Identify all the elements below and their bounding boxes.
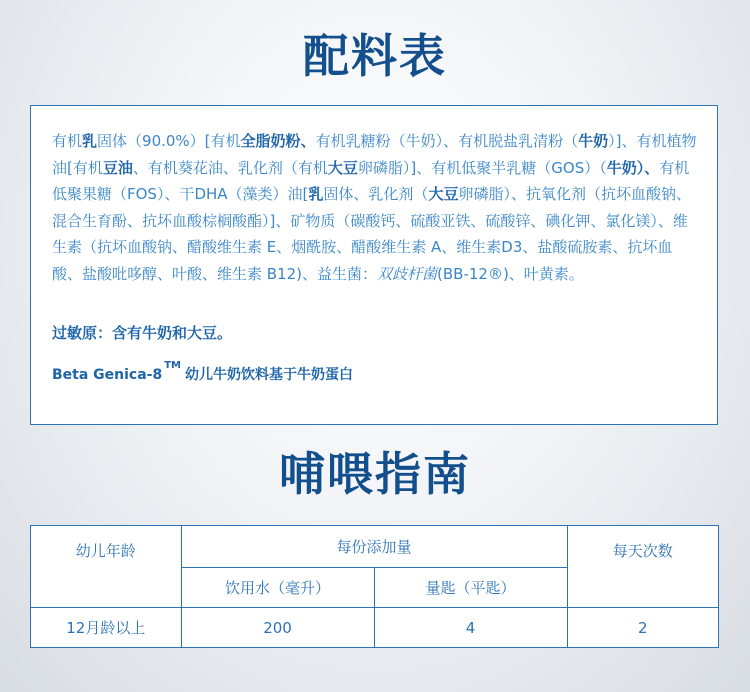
ingredient-segment: 豆油	[102, 158, 133, 177]
ingredient-segment: (BB-12®)、叶黄素。	[437, 264, 584, 283]
age-cell: 12月龄以上	[31, 608, 182, 648]
feeding-table	[30, 525, 719, 648]
table-header-row	[31, 526, 719, 568]
ingredient-segment: 有机低聚果糖（FOS）、干DHA（藻类）油[	[52, 158, 690, 203]
amount-header: 每份添加量	[181, 526, 567, 568]
ingredient-segment: ）]、有机植物油[有机	[52, 132, 697, 177]
scoop-cell: 4	[374, 608, 567, 648]
ingredient-segment: 全脂奶粉	[240, 132, 301, 150]
feeding-guide-title: 哺喂指南	[279, 447, 471, 501]
ingredient-segment: 牛奶	[578, 132, 609, 150]
age-header: 幼儿年龄	[31, 526, 182, 608]
trademark-mark: TM	[164, 360, 182, 371]
brand-description: 幼儿牛奶饮料基于牛奶蛋白	[185, 367, 354, 383]
ingredient-segment: 乳	[308, 185, 324, 203]
ingredients-panel	[30, 105, 718, 425]
ingredient-segment: 有机乳糖粉（牛奶）、有机脱盐乳清粉（	[315, 132, 579, 150]
ingredient-segment: 固体、乳化剂（	[323, 185, 429, 203]
ingredient-segment: ）、	[636, 158, 660, 177]
table-row	[31, 608, 719, 648]
brand-name: Beta Genica-8	[52, 367, 163, 383]
ingredient-segment: 大豆	[428, 185, 459, 203]
ingredient-segment: 牛奶	[606, 158, 637, 177]
ingredient-segment: 卵磷脂）、抗氧化剂（抗坏血酸钠、混合生育酚、抗坏血酸棕榈酸酯）]、矿物质（碳酸钙、硫酸亚铁、硫酸锌、碘化钾、氯化镁）、维生素（抗坏血酸钠、醋酸维生素 E、烟酰胺、醋酸维生素 A、维生素D3、盐酸硫胺素、抗坏血酸、盐酸吡哆醇、叶酸、维生素 B12)、益生菌：	[52, 185, 691, 283]
ingredient-segment: 、	[300, 132, 316, 150]
water-header: 饮用水（毫升）	[181, 568, 374, 608]
water-cell: 200	[181, 608, 374, 648]
ingredient-segment: 、有机葵花油、乳化剂（有机	[132, 158, 328, 177]
scoop-header: 量匙（平匙）	[374, 568, 567, 608]
frequency-header: 每天次数	[567, 526, 719, 608]
frequency-cell: 2	[567, 608, 719, 648]
ingredient-segment: 双歧杆菌	[377, 264, 438, 283]
ingredient-segment: 乳	[82, 132, 98, 150]
ingredient-segment: 有机	[52, 132, 83, 150]
ingredient-segment: 固体（90.0%）[有机	[97, 132, 241, 150]
allergen-statement: 过敏原：含有牛奶和大豆。	[52, 324, 233, 342]
ingredient-segment: 大豆	[327, 158, 358, 177]
ingredient-segment: 卵磷脂）]、有机低聚半乳糖（GOS）（	[357, 158, 607, 177]
ingredients-title: 配料表	[303, 29, 447, 83]
ingredients-list	[52, 128, 702, 287]
brand-statement	[52, 360, 354, 384]
